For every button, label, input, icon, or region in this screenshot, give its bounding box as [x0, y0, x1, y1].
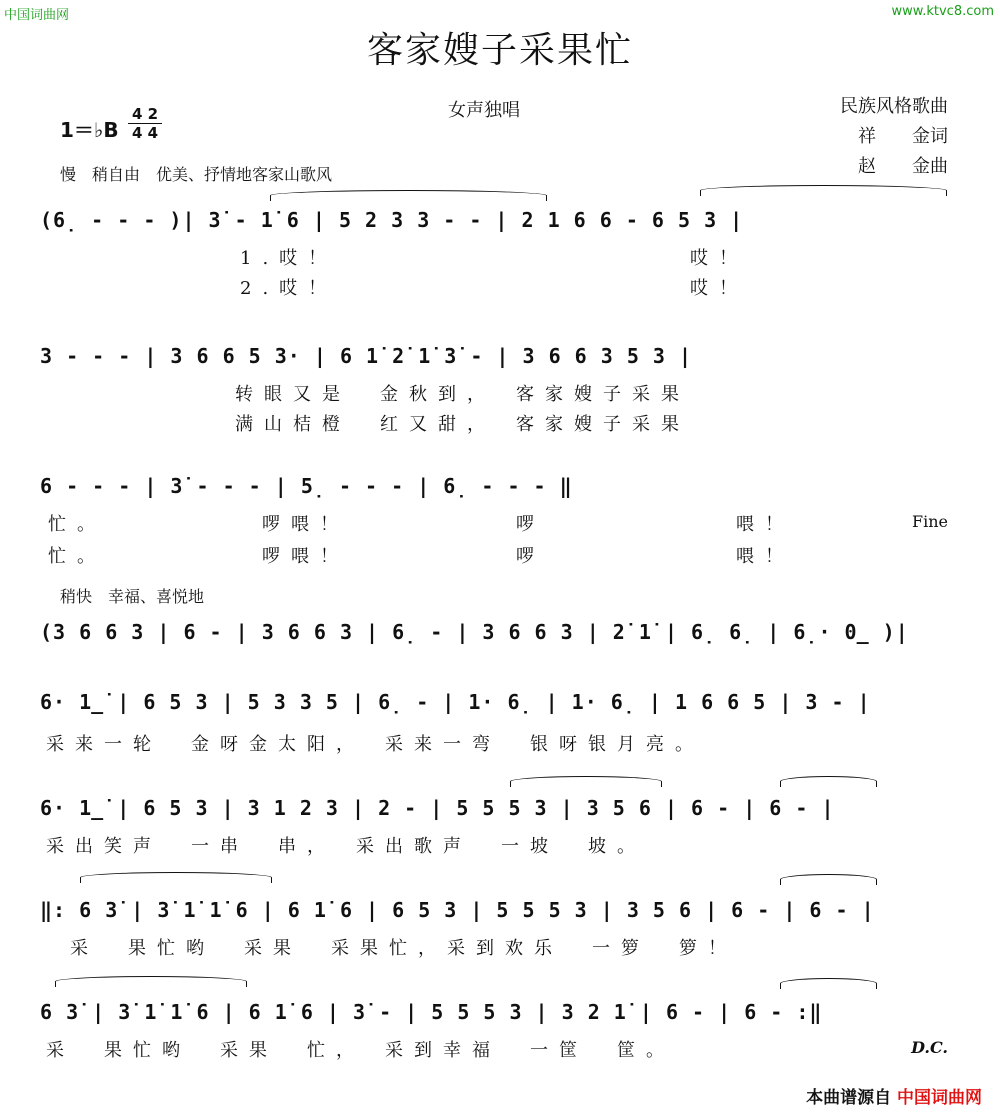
- lyric-row-3-verse-2-d: 喂！: [736, 546, 794, 567]
- footer-source: [806, 1083, 982, 1108]
- notation-row-3: 6 - - - | 3̇ - - - | 5̣ - - - | 6̣ - - - ‖: [40, 474, 573, 498]
- lyric-row-1-verse-1-a: 1.哎！: [240, 248, 338, 269]
- time-signature-bottom: 4 4: [131, 124, 159, 142]
- slur: [80, 872, 272, 883]
- lyric-row-3-verse-1-c: 啰: [516, 514, 545, 535]
- time-signature: [128, 106, 162, 141]
- slur: [780, 978, 877, 989]
- slur: [55, 976, 247, 987]
- lyric-row-8: 采 果忙哟 采果 忙， 采到幸福 一筐 筐。: [46, 1040, 675, 1061]
- notation-row-1: (6̣ - - - )| 3̇ - 1̇ 6 | 5 2 3 3 - - | 2 1 6 6 - 6 5 3 |: [40, 208, 744, 232]
- lyric-row-1-verse-2-b: 哎！: [690, 278, 748, 299]
- song-title: 客家嫂子采果忙: [366, 30, 633, 71]
- fine-marking: Fine: [912, 512, 948, 531]
- lyric-row-3-verse-2-b: 啰喂！: [262, 546, 349, 567]
- lyric-row-3-verse-1-a: 忙。: [48, 514, 106, 535]
- tempo-marking-second: 稍快 幸福、喜悦地: [60, 587, 205, 606]
- lyric-row-3-verse-2-a: 忙。: [48, 546, 106, 567]
- notation-row-4: (3 6 6 3 | 6 - | 3 6 6 3 | 6̣ - | 3 6 6 3 | 2̇ 1̇ | 6̣ 6̣ | 6̣· 0̲ )|: [40, 620, 909, 644]
- lyric-row-3-verse-1-d: 喂！: [736, 514, 794, 535]
- notation-row-7: ‖: 6 3̇ | 3̇ 1̇ 1̇ 6 | 6 1̇ 6 | 6 5 3 | 5 5 5 3 | 3 5 6 | 6 - | 6 - |: [40, 898, 875, 922]
- lyric-row-5: 采来一轮 金呀金太阳， 采来一弯 银呀银月亮。: [46, 734, 704, 755]
- lyric-row-7: 采 果忙哟 采果 采果忙，采到欢乐 一箩 箩！: [70, 938, 737, 959]
- slur: [270, 190, 547, 201]
- lyric-row-3-verse-1-b: 啰喂！: [262, 514, 349, 535]
- lyric-row-3-verse-2-c: 啰: [516, 546, 545, 567]
- time-signature-top: 4 2: [131, 105, 159, 123]
- slur: [780, 874, 877, 885]
- notation-row-2: 3 - - - | 3 6 6 5 3· | 6 1̇ 2̇ 1̇ 3̇ - | 3 6 6 3 5 3 |: [40, 344, 693, 368]
- song-style: 民族风格歌曲: [840, 96, 948, 117]
- footer-source-text: 本曲谱源自: [806, 1088, 892, 1108]
- site-url-right[interactable]: www.ktvc8.com: [891, 4, 994, 19]
- slur: [780, 776, 877, 787]
- notation-row-8: 6 3̇ | 3̇ 1̇ 1̇ 6 | 6 1̇ 6 | 3̇ - | 5 5 5 3 | 3 2 1̇ | 6 - | 6 - :‖: [40, 1000, 823, 1024]
- song-subtitle: 女声独唱: [448, 100, 520, 121]
- footer-brand[interactable]: 中国词曲网: [897, 1088, 982, 1108]
- slur: [700, 185, 947, 196]
- lyric-row-6: 采出笑声 一串 串， 采出歌声 一坡 坡。: [46, 836, 646, 857]
- key-signature: 1＝♭B: [60, 118, 119, 142]
- tempo-marking-intro: 慢 稍自由 优美、抒情地客家山歌风: [60, 165, 333, 184]
- lyric-row-2-verse-2: 满山桔橙 红又甜， 客家嫂子采果: [235, 414, 690, 435]
- notation-row-5: 6· 1̲̇ | 6 5 3 | 5 3 3 5 | 6̣ - | 1· 6̣ | 1· 6̣ | 1 6 6 5 | 3 - |: [40, 690, 871, 714]
- composer-credit: 赵 金曲: [858, 156, 948, 177]
- lyric-row-1-verse-2-a: 2.哎！: [240, 278, 338, 299]
- lyricist-credit: 祥 金词: [858, 126, 948, 147]
- notation-row-6: 6· 1̲̇ | 6 5 3 | 3 1 2 3 | 2 - | 5 5 5 3 | 3 5 6 | 6 - | 6 - |: [40, 796, 835, 820]
- slur: [510, 776, 662, 787]
- dc-marking: D.C.: [911, 1038, 948, 1057]
- site-name-left: 中国词曲网: [4, 8, 70, 23]
- lyric-row-2-verse-1: 转眼又是 金秋到， 客家嫂子采果: [235, 384, 690, 405]
- lyric-row-1-verse-1-b: 哎！: [690, 248, 748, 269]
